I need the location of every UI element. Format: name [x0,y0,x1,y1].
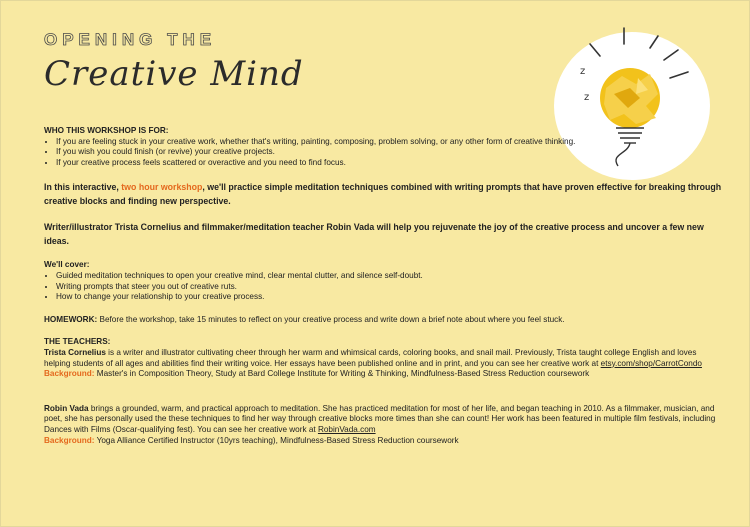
who-item: • If you are feeling stuck in your creative work, whether that's writing, painting, composing, problem solving, or any other form of creative thinking. [56,137,724,148]
svg-text:z: z [584,92,590,103]
cover-heading: We'll cover: [44,260,90,270]
intro-paragraph [44,180,724,208]
hosts-paragraph: Writer/illustrator Trista Cornelius and filmmaker/meditation teacher Robin Vada will help you rejuvenate the joy of the creative process and uncover a few new ideas. [44,222,704,247]
trista-background-text: Master's in Composition Theory, Study at Bard College Institute for Writing & Thinking, Mindfulness-Based Stress Reduction coursework [94,369,590,379]
trista-name: Trista Cornelius [44,347,106,357]
cover-item: • Guided meditation techniques to open your creative mind, clear mental clutter, and silence self-doubt. [56,271,724,282]
trista-bio-text: is a writer and illustrator cultivating cheer through her warm and whimsical cards, coloring books, and snail mail. Previously, Trista taught college English and loves helping students of all ages and abilities find their writing voice. Her essays have been published online and in print, and you can see her creative work at [44,347,697,368]
robin-bio-text: brings a grounded, warm, and practical approach to meditation. She has practiced meditation for most of her life, and began teaching in 2010. As a filmmaker, musician, and poet, she has personally used the these techniques to find her way through creative blocks more times than she can count! Her work has been featured in multiple film festivals, including Dances with Films (Oscar-qualifying fest). You can see her creative work at [44,403,716,434]
trista-link[interactable]: etsy.com/shop/CarrotCondo [600,358,702,368]
svg-text:z: z [580,66,586,77]
who-heading: WHO THIS WORKSHOP IS FOR: [44,126,169,135]
teachers-heading: THE TEACHERS: [44,337,111,347]
robin-name: Robin Vada [44,403,89,413]
flyer-content [44,126,724,446]
robin-background-text: Yoga Alliance Certified Instructor (10yrs teaching), Mindfulness-Based Stress Reduction coursework [94,435,459,445]
robin-bio [44,404,724,436]
who-list [44,137,724,169]
trista-background-label: Background: [44,369,95,379]
cover-item: • How to change your relationship to your creative process. [56,292,724,303]
cover-item: • Writing prompts that steer you out of creative ruts. [56,282,724,293]
who-item: • If you wish you could finish (or revive) your creative projects. [56,147,724,158]
cover-list [44,271,724,303]
homework-label: HOMEWORK: [44,314,98,324]
title-line-1: OPENING THE [44,30,217,49]
robin-background [44,436,724,447]
intro-after: , we'll practice simple meditation techniques combined with writing prompts that have proven effective for breaking through creative blocks and finding new perspective. [44,182,722,207]
who-item: • If your creative process feels scattered or overactive and you need to find focus. [56,158,724,169]
robin-background-label: Background: [44,435,95,445]
robin-link[interactable]: RobinVada.com [317,424,376,434]
intro-before: In this interactive, [44,182,122,193]
title-line-2: Creative Mind [44,54,304,94]
homework-paragraph [44,315,724,326]
homework-text: Before the workshop, take 15 minutes to reflect on your creative process and write down a brief note about where you feel stuck. [97,314,565,324]
trista-background [44,369,724,380]
trista-bio [44,348,724,369]
intro-highlight: two hour workshop [121,182,203,193]
